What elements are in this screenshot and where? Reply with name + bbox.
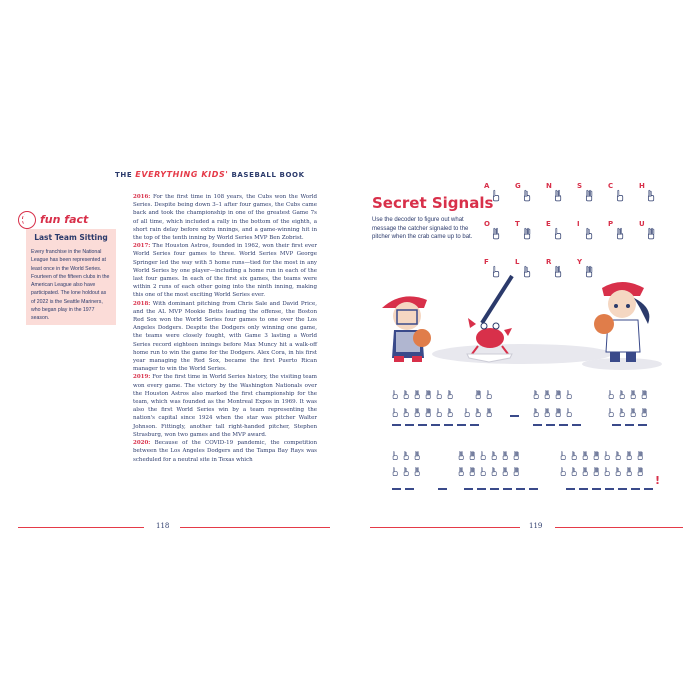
paragraph-2017 [133, 242, 317, 299]
hand-signal-icon [533, 388, 540, 401]
decoder-entry [639, 182, 659, 212]
book-title-prefix: THE [115, 171, 133, 179]
decoder-hand [492, 188, 501, 203]
decoder-letter: G [515, 182, 521, 190]
answer-hand [560, 463, 567, 476]
year-label: 2016: [133, 194, 151, 200]
hand-signal-icon [436, 388, 443, 401]
answer-hand [630, 404, 637, 417]
paragraph-2018 [133, 300, 317, 374]
paragraph-2020 [133, 439, 317, 464]
answer-hand [560, 447, 567, 460]
decoder-letter: F [484, 258, 489, 266]
answer-blank[interactable] [418, 424, 427, 426]
hand-signal-icon [436, 406, 443, 419]
hand-signal-icon [469, 465, 476, 478]
decoder-letter: L [515, 258, 520, 266]
answer-blank[interactable] [631, 488, 640, 490]
answer-blank[interactable] [405, 424, 414, 426]
decoder-entry [608, 182, 628, 212]
answer-blank[interactable] [546, 424, 555, 426]
answer-blank[interactable] [510, 415, 519, 417]
answer-blank[interactable] [572, 424, 581, 426]
answer-blank[interactable] [605, 488, 614, 490]
hand-signal-icon [554, 188, 563, 203]
hand-signal-icon [555, 388, 562, 401]
hand-signal-icon [480, 465, 487, 478]
answer-blank[interactable] [470, 424, 479, 426]
answer-hand [414, 463, 421, 476]
ground-shadow-right [582, 358, 662, 370]
decoder-letter: S [577, 182, 583, 190]
year-label: 2018: [133, 300, 151, 307]
answer-blank[interactable] [644, 488, 653, 490]
answer-hand [566, 404, 573, 417]
catcher-illustration [382, 296, 431, 362]
hand-signal-icon [513, 449, 520, 462]
answer-hand [403, 447, 410, 460]
answer-blank[interactable] [579, 488, 588, 490]
answer-hand [566, 386, 573, 399]
decoder-letter: P [608, 220, 614, 228]
hand-signal-icon [425, 388, 432, 401]
answer-hand [447, 404, 454, 417]
hand-signal-icon [641, 388, 648, 401]
decoder-letter: U [639, 220, 645, 228]
hand-signal-icon [608, 406, 615, 419]
hand-signal-icon [641, 406, 648, 419]
hand-signal-icon [403, 388, 410, 401]
answer-hand [615, 447, 622, 460]
answer-hand [436, 404, 443, 417]
page-number-left: 118 [156, 522, 170, 530]
hand-signal-icon [502, 465, 509, 478]
decoder-entry [515, 182, 535, 212]
answer-hand [637, 447, 644, 460]
hand-signal-icon [523, 188, 532, 203]
answer-blank[interactable] [444, 424, 453, 426]
answer-blank[interactable] [477, 488, 486, 490]
hand-signal-icon [626, 449, 633, 462]
decoder-letter: R [546, 258, 552, 266]
hand-signal-icon [604, 449, 611, 462]
answer-hand [630, 386, 637, 399]
answer-hand [475, 404, 482, 417]
answer-hand [513, 463, 520, 476]
paragraph-text: For the first time in World Series history, the visiting team won every game. The victory by the Washington Nationals over the Houston Astros also marked the first championship for the team, which was founded as the Montreal Expos in 1969. It was also the first World Series win by a team representing the nation's capital since 1924 when the star was pitcher Walter Johnson. Fittingly, another tall right-handed pitcher, Stephen Strasburg, won two games and the MVP award. [133, 374, 317, 438]
answer-blank[interactable] [533, 424, 542, 426]
fun-fact-body: Every franchise in the National League has been represented at least once in the World Series. Fourteen of the fifteen clubs in the American League also have participated. The lone holdout as of 2022 is the Seattle Mariners, who began play in the 1977 season. [31, 249, 110, 322]
book-title-brand: EVERYTHING KIDS' [135, 170, 229, 179]
answer-blank[interactable] [503, 488, 512, 490]
answer-hand [392, 463, 399, 476]
hand-signal-icon [630, 388, 637, 401]
answer-hand [626, 447, 633, 460]
hand-signal-icon [593, 465, 600, 478]
answer-blank[interactable] [438, 488, 447, 490]
hand-signal-icon [491, 465, 498, 478]
hand-signal-icon [392, 449, 399, 462]
decoder-entry [577, 220, 597, 250]
footer-rule-right-b [555, 527, 683, 528]
answer-hand [582, 447, 589, 460]
crab-batter-illustration [468, 276, 512, 354]
hand-signal-icon [619, 388, 626, 401]
answer-blank[interactable] [405, 488, 414, 490]
decoder-hand [585, 188, 594, 203]
hand-signal-icon [560, 449, 567, 462]
year-label: 2019: [133, 374, 151, 381]
decoder-letter: H [639, 182, 645, 190]
hand-signal-icon [630, 406, 637, 419]
hand-signal-icon [637, 465, 644, 478]
answer-hand [513, 447, 520, 460]
hand-signal-icon [403, 449, 410, 462]
answer-blank[interactable] [431, 424, 440, 426]
hand-signal-icon [486, 388, 493, 401]
answer-hand [425, 386, 432, 399]
ballfield-illustration [372, 268, 682, 373]
hand-signal-icon [414, 465, 421, 478]
answer-hand [486, 386, 493, 399]
hand-signal-icon [403, 406, 410, 419]
hand-signal-icon [475, 388, 482, 401]
decoder-entry [577, 182, 597, 212]
hand-signal-icon [480, 449, 487, 462]
main-text-column [133, 193, 317, 464]
answer-blank[interactable] [618, 488, 627, 490]
decoder-letter: I [577, 220, 580, 228]
hand-signal-icon [608, 388, 615, 401]
hand-signal-icon [475, 406, 482, 419]
hand-signal-icon [447, 388, 454, 401]
decoder-hand [647, 226, 656, 241]
footer-rule-right-a [370, 527, 520, 528]
decoder-hand [585, 226, 594, 241]
answer-hand [403, 463, 410, 476]
hand-signal-icon [560, 465, 567, 478]
answer-hand [458, 447, 465, 460]
hand-signal-icon [582, 449, 589, 462]
answer-hand [544, 386, 551, 399]
decoder-letter: O [484, 220, 490, 228]
answer-hand [469, 447, 476, 460]
footer-rule-left-a [18, 527, 144, 528]
hand-signal-icon [414, 388, 421, 401]
answer-blank[interactable] [592, 488, 601, 490]
answer-hand [615, 463, 622, 476]
answer-hand [480, 463, 487, 476]
page-number-right: 119 [529, 522, 543, 530]
answer-hand [464, 404, 471, 417]
hand-signal-icon [571, 465, 578, 478]
decoder-entry [546, 182, 566, 212]
answer-hand [619, 404, 626, 417]
fun-fact-box [26, 229, 116, 325]
year-label: 2017: [133, 243, 151, 250]
answer-hand [582, 463, 589, 476]
hand-signal-icon [566, 388, 573, 401]
hand-signal-icon [458, 465, 465, 478]
puzzle-description: Use the decoder to figure out what message the catcher signaled to the pitcher when the crab came up to bat. [372, 217, 473, 241]
hand-signal-icon [492, 188, 501, 203]
answer-hand [491, 447, 498, 460]
decoder-letter: N [546, 182, 552, 190]
answer-hand [641, 386, 648, 399]
paragraph-text: With dominant pitching from Chris Sale and David Price, and the AL MVP Mookie Betts leading the offense, the Boston Red Sox won the World Series four games to one over the Los Angeles Dodgers. Despite the Dodgers only winning one game, the teams were closely fought, with Game 3 lasting a World Series record eighteen innings before Max Muncy hit a walk-off home run to win the game for the Dodgers. Alex Cora, in his first year managing the Red Sox, became the first Puerto Rican manager to win the World Series. [133, 300, 317, 373]
hand-signal-icon [619, 406, 626, 419]
fun-fact-heading: fun fact [40, 213, 89, 226]
answer-hand [392, 404, 399, 417]
answer-hand [608, 386, 615, 399]
answer-hand [604, 463, 611, 476]
answer-hand [475, 386, 482, 399]
book-title-suffix: BASEBALL BOOK [231, 171, 305, 179]
answer-hand [533, 386, 540, 399]
answer-hand [641, 404, 648, 417]
paragraph-2019 [133, 373, 317, 439]
hand-signal-icon [513, 465, 520, 478]
answer-blank[interactable] [457, 424, 466, 426]
hand-signal-icon [571, 449, 578, 462]
answer-hand [608, 404, 615, 417]
hand-signal-icon [544, 406, 551, 419]
decoder-letter: E [546, 220, 551, 228]
answer-hand [555, 386, 562, 399]
answer-blank[interactable] [392, 488, 401, 490]
decoder-entry [484, 182, 504, 212]
answer-hand [414, 386, 421, 399]
hand-signal-icon [647, 226, 656, 241]
decoder-letter: A [484, 182, 490, 190]
hand-signal-icon [647, 188, 656, 203]
hand-signal-icon [616, 188, 625, 203]
decoder-hand [554, 188, 563, 203]
answer-blank[interactable] [392, 424, 401, 426]
answer-blank[interactable] [566, 488, 575, 490]
decoder-letter: T [515, 220, 520, 228]
answer-hand [458, 463, 465, 476]
hand-signal-icon [593, 449, 600, 462]
answer-blank[interactable] [464, 488, 473, 490]
hand-signal-icon [637, 449, 644, 462]
answer-hand [392, 386, 399, 399]
answer-hand [403, 404, 410, 417]
hand-signal-icon [392, 465, 399, 478]
hand-signal-icon [544, 388, 551, 401]
answer-hand [571, 447, 578, 460]
hand-signal-icon [555, 406, 562, 419]
hand-signal-icon [414, 406, 421, 419]
answer-hand [593, 447, 600, 460]
answer-hand [626, 463, 633, 476]
hand-signal-icon [403, 465, 410, 478]
ground-shadow [432, 344, 612, 364]
hand-signal-icon [615, 449, 622, 462]
hand-signal-icon [392, 388, 399, 401]
hand-signal-icon [533, 406, 540, 419]
answer-blank[interactable] [612, 424, 621, 426]
hand-signal-icon [486, 406, 493, 419]
decoder-hand [492, 226, 501, 241]
answer-hand [502, 447, 509, 460]
paragraph-text: Because of the COVID-19 pandemic, the competition between the Los Angeles Dodgers and the Tampa Bay Rays was scheduled for a neutral site in Texas which [133, 440, 317, 463]
decoder-entry [546, 220, 566, 250]
decoder-hand [647, 188, 656, 203]
answer-hand [447, 386, 454, 399]
answer-hand [619, 386, 626, 399]
decoder-hand [554, 226, 563, 241]
answer-hand [486, 404, 493, 417]
decoder-entry [515, 220, 535, 250]
baseball-icon [18, 211, 36, 229]
decoder-entry [639, 220, 659, 250]
hand-signal-icon [604, 465, 611, 478]
decoder-letter: Y [577, 258, 583, 266]
answer-blank[interactable] [529, 488, 538, 490]
decoder-hand [616, 188, 625, 203]
puzzle-title: Secret Signals [372, 194, 494, 212]
hand-signal-icon [554, 226, 563, 241]
answer-hand [571, 463, 578, 476]
hand-signal-icon [458, 449, 465, 462]
answer-hand [544, 404, 551, 417]
fun-fact-title: Last Team Sitting [34, 233, 108, 242]
answer-hand [414, 447, 421, 460]
hand-signal-icon [425, 406, 432, 419]
answer-blank[interactable] [559, 424, 568, 426]
answer-blank[interactable] [490, 488, 499, 490]
answer-hand [533, 404, 540, 417]
answer-hand [425, 404, 432, 417]
answer-blank[interactable] [516, 488, 525, 490]
decoder-entry [484, 220, 504, 250]
answer-hand [403, 386, 410, 399]
answer-hand [480, 447, 487, 460]
hand-signal-icon [469, 449, 476, 462]
year-label: 2020: [133, 440, 151, 447]
answer-hand [414, 404, 421, 417]
hand-signal-icon [582, 465, 589, 478]
decoder-hand [523, 226, 532, 241]
exclamation-mark: ! [655, 474, 661, 487]
hand-signal-icon [502, 449, 509, 462]
answer-blank[interactable] [625, 424, 634, 426]
hand-signal-icon [626, 465, 633, 478]
hand-signal-icon [585, 188, 594, 203]
paragraph-text: For the first time in 108 years, the Cubs won the World Series. Despite being down 3–1 after four games, the Cubs came back and took the championship in one of the greatest Game 7s of all time, which included a rally in the bottom of the eighth, a short rain delay before extra innings, and a game-winning hit in the top of the tenth inning by World Series MVP Ben Zobrist. [133, 194, 317, 242]
answer-hand [491, 463, 498, 476]
paragraph-2016 [133, 193, 317, 242]
footer-rule-left-b [180, 527, 330, 528]
answer-blank[interactable] [638, 424, 647, 426]
hand-signal-icon [492, 226, 501, 241]
hand-signal-icon [615, 465, 622, 478]
decoder-hand [616, 226, 625, 241]
hand-signal-icon [523, 226, 532, 241]
hand-signal-icon [566, 406, 573, 419]
decoder-hand [523, 188, 532, 203]
answer-hand [604, 447, 611, 460]
hand-signal-icon [464, 406, 471, 419]
answer-hand [502, 463, 509, 476]
paragraph-text: The Houston Astros, founded in 1962, won their first ever World Series four games to three. World Series MVP George Springer led the way with 5 home runs—tied for the most in any World Series by one player—including a home run in each of the last four games. In each of the first six games, the teams were within 2 runs of each other going into the ninth inning, making this one of the most exciting World Series ever. [133, 243, 317, 299]
hand-signal-icon [447, 406, 454, 419]
decoder-letter: C [608, 182, 614, 190]
decoder-entry [608, 220, 628, 250]
hand-signal-icon [392, 406, 399, 419]
answer-hand [555, 404, 562, 417]
answer-hand [436, 386, 443, 399]
book-title [115, 170, 305, 179]
hand-signal-icon [616, 226, 625, 241]
hand-signal-icon [491, 449, 498, 462]
answer-hand [593, 463, 600, 476]
answer-hand [392, 447, 399, 460]
hand-signal-icon [585, 226, 594, 241]
answer-hand [469, 463, 476, 476]
hand-signal-icon [414, 449, 421, 462]
answer-hand [637, 463, 644, 476]
